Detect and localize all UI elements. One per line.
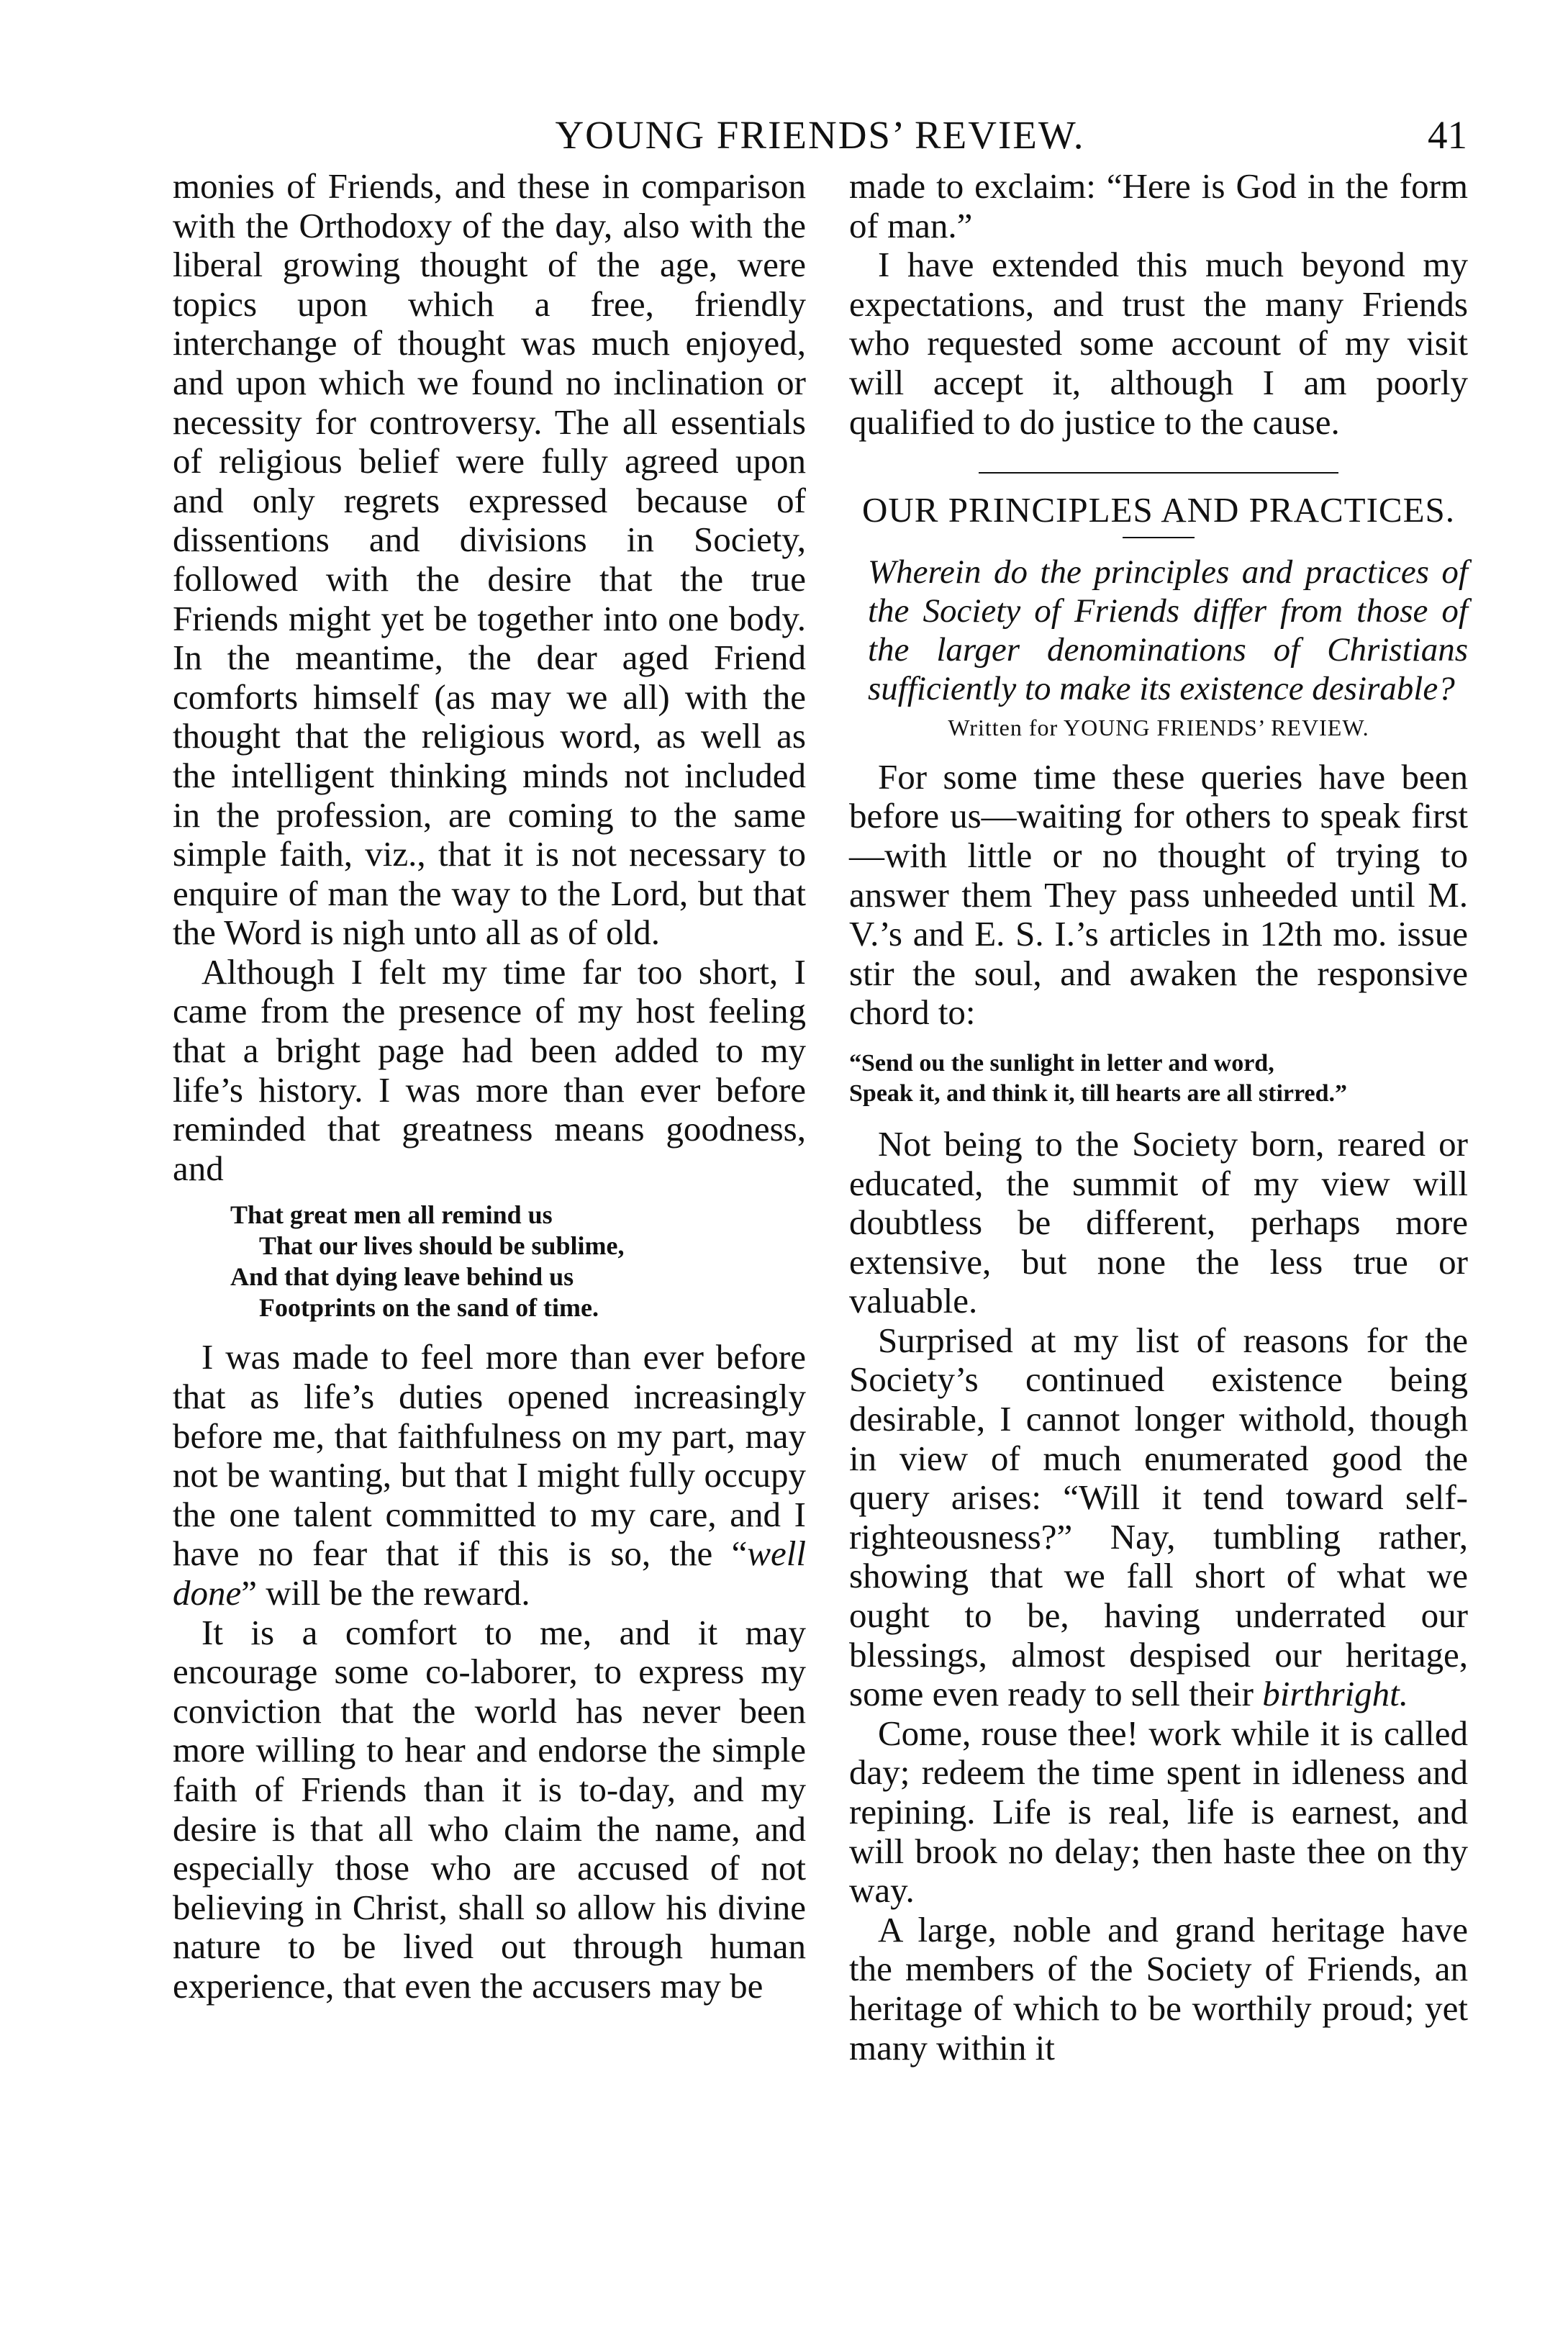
paragraph: Although I felt my time far too short, I came from the presence of my host feeling that a bright page had been added to my life’s history. I was more than ever before reminded that greatness means goodness, and [173, 951, 806, 1188]
byline: Written for YOUNG FRIENDS’ REVIEW. [948, 715, 1369, 741]
paragraph: monies of Friends, and these in comparison with the Orthodoxy of the day, also with the liberal growing thought of the age, were topics upon which a free, friendly interchange of thought was much enjoyed, and upon which we found no inclination or necessity for controversy. The all essentials of religious belief were fully agreed upon and only regrets expressed because of dissentions and divisions in Society, followed with the desire that the true Friends might yet be together into one body. In the meantime, the dear aged Friend comforts himself (as may we all) with the thought that the religious word, as well as the intelligent thinking minds not included in the profession, are coming to the same simple faith, viz., that it is not necessary to enquire of man the way to the Lord, but that the Word is nigh unto all as of old. [173, 166, 806, 953]
italic-phrase: birthright. [1262, 1674, 1409, 1714]
paragraph-text: ” will be the reward. [241, 1573, 530, 1613]
paragraph [849, 1321, 1468, 1714]
quote-line: “Send ou the sunlight in letter and word, [849, 1049, 1274, 1077]
paragraph-text: I was made to feel more than ever before that as life’s duties opened increasingly before me, that faithfulness on my part, may not be wanting, but that I might fully occupy the one talent committed to my care, and I have no fear that if this is so, the “ [173, 1337, 806, 1574]
journal-title: YOUNG FRIENDS’ REVIEW. [555, 113, 1085, 157]
verse-line: That our lives should be sublime, [259, 1231, 625, 1261]
paragraph: It is a comfort to me, and it may encourage some co-laborer, to express my conviction that the world has never been more willing to hear and endorse the simple faith of Friends than it is to-day, and my desire is that all who claim the name, and especially those who are accused of not believing in Christ, shall so allow his divine nature to be lived out through human experience, that even the accusers may be [173, 1612, 806, 2006]
paragraph: Come, rouse thee! work while it is called day; redeem the time spent in idleness and repining. Life is real, life is earnest, and will brook no delay; then haste thee on thy way. [849, 1713, 1468, 1911]
paragraph: Not being to the Society born, reared or educated, the summit of my view will doubtless be different, perhaps more extensive, but none the less true or valuable. [849, 1123, 1468, 1321]
poem-verse [173, 1200, 806, 1323]
article-query: Wherein do the principles and practices of the Society of Friends differ from those of the larger denominations of Christians sufficiently to make its existence desirable? [868, 553, 1468, 708]
verse-line: Footprints on the sand of time. [259, 1293, 599, 1323]
paragraph: I have extended this much beyond my expectations, and trust the many Friends who requested some account of my visit will accept it, although I am poorly qualified to do justice to the cause. [849, 245, 1468, 442]
paragraph [173, 1338, 806, 1613]
page-number: 41 [1428, 113, 1467, 157]
right-column [849, 167, 1468, 2068]
section-divider [979, 472, 1338, 474]
paragraph-text: Surprised at my list of reasons for the Society’s continued existence being desirable, I cannot longer withold, though in view of much enumerated good the query arises: “Will it tend toward self-righteousness?” Nay, tumbling rather, showing that we fall short of what we ought to be, having underrated our blessings, almost despised our heritage, some even ready to sell their [849, 1320, 1468, 1714]
running-header [173, 108, 1467, 163]
title-divider [1123, 537, 1195, 538]
paragraph: made to exclaim: “Here is God in the form of man.” [849, 166, 1468, 245]
paragraph: A large, noble and grand heritage have the members of the Society of Friends, an heritage of which to be worthily proud; yet many within it [849, 1909, 1468, 2068]
quotation [849, 1049, 1468, 1109]
italic-phrase: well done [173, 1534, 806, 1613]
quote-line: Speak it, and think it, till hearts are all stirred.” [849, 1079, 1348, 1107]
left-column [173, 167, 806, 2006]
article-title: OUR PRINCIPLES AND PRACTICES. [861, 490, 1456, 530]
paragraph: For some time these queries have been before us—waiting for others to speak first—with little or no thought of trying to answer them They pass unheeded until M. V.’s and E. S. I.’s articles in 12th mo. issue stir the soul, and awaken the responsive chord to: [849, 756, 1468, 1033]
verse-line: And that dying leave behind us [230, 1262, 574, 1292]
verse-line: That great men all remind us [230, 1200, 553, 1230]
